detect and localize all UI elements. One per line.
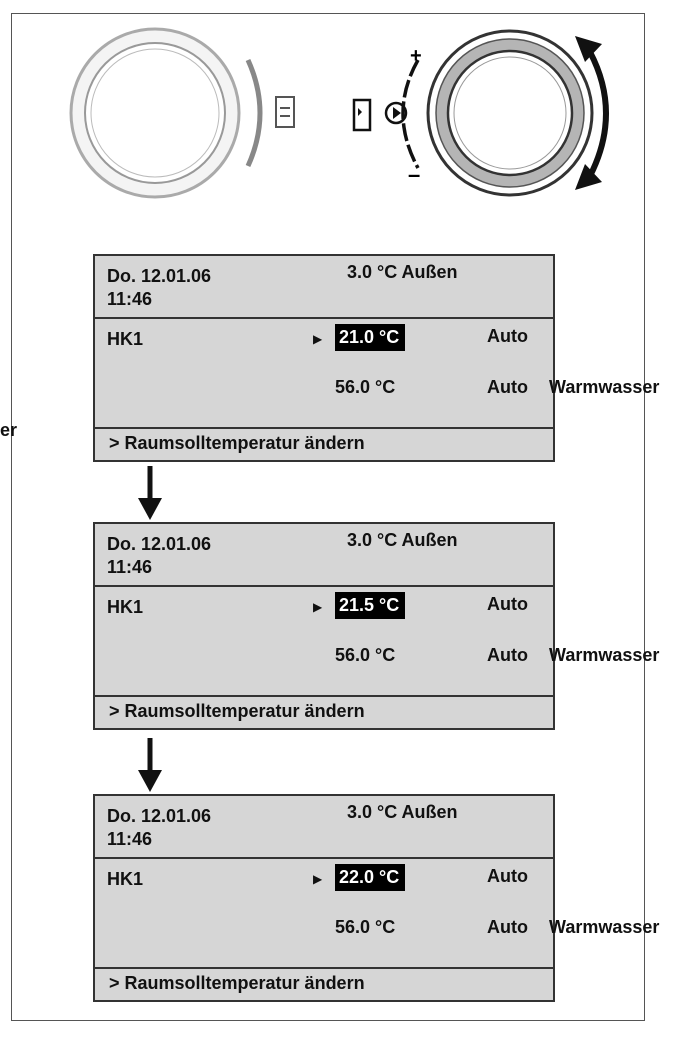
hot-water-label: Warmwasser bbox=[549, 917, 660, 937]
circuit-label: HK1 bbox=[107, 329, 144, 349]
screen-footer bbox=[95, 695, 553, 728]
display-screen-3 bbox=[93, 794, 660, 1002]
hot-water-temp: 56.0 °C bbox=[335, 917, 396, 937]
screen-header bbox=[95, 796, 553, 859]
circuit-label: HK1 bbox=[107, 869, 144, 889]
hot-water-mode: Auto bbox=[487, 645, 528, 665]
circuit-label: HK1 bbox=[107, 597, 144, 617]
hot-water-mode: Auto bbox=[487, 917, 528, 937]
circuit-mode: Auto bbox=[487, 594, 528, 614]
hot-water-temp: 56.0 °C bbox=[335, 645, 396, 665]
circuit-mode: Auto bbox=[487, 326, 528, 346]
room-setpoint-field[interactable]: 22.0 °C bbox=[335, 864, 405, 891]
control-knobs bbox=[0, 0, 689, 220]
display-screen-1 bbox=[93, 254, 660, 462]
footer-hint: > Raumsolltemperatur ändern bbox=[109, 701, 365, 721]
date-label: Do. 12.01.06 bbox=[107, 534, 212, 554]
left-knob-arc bbox=[248, 60, 260, 166]
plus-sign: + bbox=[410, 45, 422, 67]
footer-hint: > Raumsolltemperatur ändern bbox=[109, 433, 365, 453]
hot-water-label: Warmwasser bbox=[549, 377, 660, 397]
circuit-mode: Auto bbox=[487, 866, 528, 886]
room-setpoint-field[interactable]: 21.5 °C bbox=[335, 592, 405, 619]
menu-icon bbox=[276, 97, 294, 127]
hot-water-mode: Auto bbox=[487, 377, 528, 397]
hot-water-temp: 56.0 °C bbox=[335, 377, 396, 397]
minus-sign: – bbox=[408, 162, 421, 187]
display-icon bbox=[354, 100, 370, 130]
date-label: Do. 12.01.06 bbox=[107, 806, 212, 826]
cursor-icon: ▶ bbox=[313, 872, 323, 886]
screen-footer bbox=[95, 967, 553, 1000]
hot-water-label: Warmwasser bbox=[549, 645, 660, 665]
screen-header bbox=[95, 524, 553, 587]
cursor-icon: ▶ bbox=[313, 600, 323, 614]
down-arrow-icon bbox=[138, 738, 162, 794]
room-setpoint-field[interactable]: 21.0 °C bbox=[335, 324, 405, 351]
screen-header bbox=[95, 256, 553, 319]
outdoor-temp: 3.0 °C Außen bbox=[347, 530, 458, 550]
footer-hint: > Raumsolltemperatur ändern bbox=[109, 973, 365, 993]
display-screen-2 bbox=[93, 522, 660, 730]
cut-off-label: er bbox=[0, 420, 18, 440]
down-arrow-icon bbox=[138, 466, 162, 522]
time-label: 11:46 bbox=[107, 829, 153, 849]
outdoor-temp: 3.0 °C Außen bbox=[347, 802, 458, 822]
time-label: 11:46 bbox=[107, 557, 153, 577]
cursor-icon: ▶ bbox=[313, 332, 323, 346]
screen-footer bbox=[95, 427, 553, 460]
time-label: 11:46 bbox=[107, 289, 153, 309]
date-label: Do. 12.01.06 bbox=[107, 266, 212, 286]
outdoor-temp: 3.0 °C Außen bbox=[347, 262, 458, 282]
rotary-knob[interactable] bbox=[428, 31, 592, 195]
menu-knob[interactable] bbox=[71, 29, 239, 197]
